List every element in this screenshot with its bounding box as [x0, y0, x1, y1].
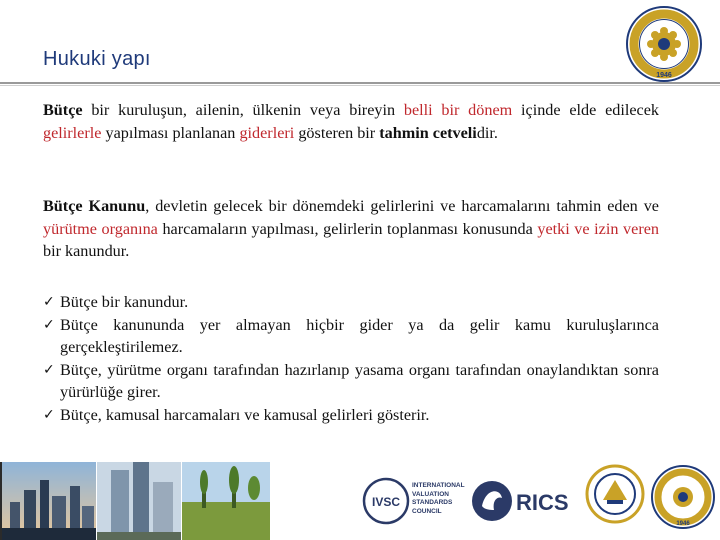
bullet-list [43, 291, 659, 426]
ankara-university-logo [625, 5, 703, 83]
list-item: ✓ Bütçe kanununda yer almayan hiçbir gider ya da gelir kamu kuruluşlarınca gerçekleştirilemez. [43, 314, 659, 359]
footer-logo-year: 1946 [676, 521, 690, 527]
ankara-university-footer-logo [650, 464, 716, 530]
logo-year: 1946 [656, 72, 672, 79]
list-item: ✓ Bütçe bir kanundur. [43, 291, 659, 314]
check-mark-icon: ✓ [43, 294, 55, 310]
header-divider [0, 82, 720, 84]
highlight-yetki-ve-izin-veren: yetki ve izin veren [537, 219, 659, 238]
rics-logo [470, 476, 580, 526]
rics-label: RICS [516, 490, 569, 515]
city-skyline-image [2, 462, 96, 540]
list-item: ✓ Bütçe, yürütme organı tarafından hazırlanıp yasama organı tarafından onaylandıktan sonra yürürlüğe girer. [43, 359, 659, 404]
term-butce: Bütçe [43, 101, 83, 119]
highlight-belli-bir-donem: belli bir dönem [403, 101, 513, 119]
page-title: Hukuki yapı [43, 48, 151, 70]
highlight-gelirlerle: gelirlerle [43, 123, 102, 142]
check-mark-icon: ✓ [43, 406, 55, 423]
list-item: ✓ Bütçe, kamusal harcamaları ve kamusal gelirleri gösterir. [43, 404, 659, 427]
highlight-giderleri: giderleri [239, 123, 295, 142]
check-mark-icon: ✓ [43, 361, 55, 378]
budget-law-paragraph: Bütçe Kanunu, devletin gelecek bir dönemdeki gelirlerini ve harcamalarını tahmin eden ve yürütme organına harcamaların yapılması, gelirlerin toplanması konusunda yetki ve izin veren bir kanundur. [43, 197, 659, 260]
budget-definition-paragraph: Bütçe bir kuruluşun, ailenin, ülkenin veya bireyin belli bir dönem içinde elde edilecek gelirlerle yapılması planlanan giderleri gösteren bir tahmin cetvelidir. [43, 101, 660, 142]
term-tahmin-cetveli: tahmin cetveli [379, 123, 477, 142]
highlight-yurutme-organina: yürütme organına [43, 219, 158, 238]
header-divider-thin [0, 85, 720, 86]
landscape-image [182, 462, 270, 540]
ivsc-label: IVSC [371, 495, 401, 509]
term-butce-kanunu: Bütçe Kanunu [43, 197, 146, 215]
partner-seal-logo [585, 464, 645, 524]
ivsc-logo [362, 476, 470, 526]
skyscraper-image [97, 462, 181, 540]
ivsc-council-text: INTERNATIONAL VALUATION STANDARDS COUNCIL [412, 482, 465, 515]
check-mark-icon: ✓ [43, 316, 55, 333]
footer-banner [0, 462, 720, 540]
